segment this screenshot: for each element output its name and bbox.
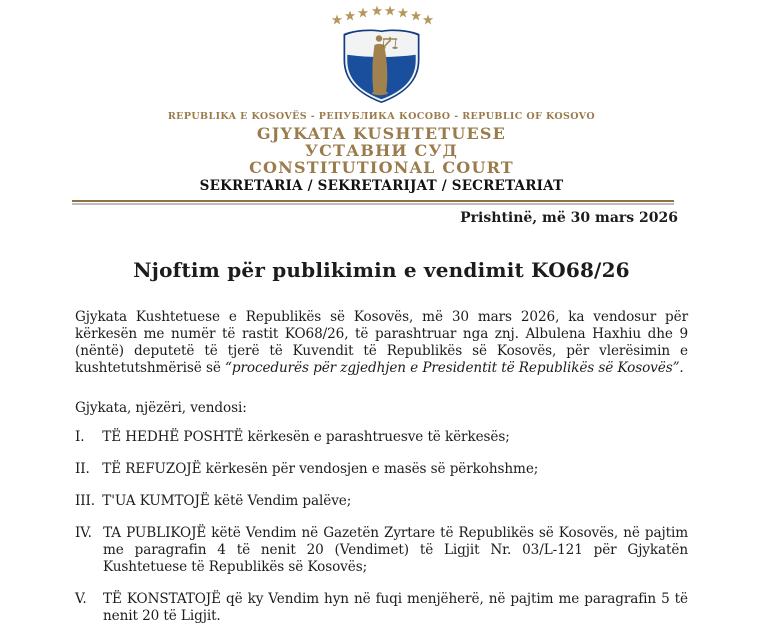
decision-lead: Gjykata, njëzëri, vendosi:: [75, 400, 247, 416]
intro-quoted-phrase: “procedurës për zgjedhjen e Presidentit të Republikës së Kosovës”.: [225, 360, 684, 376]
court-name-serbian: УСТАВНИ СУД: [304, 141, 459, 160]
star-icon: [357, 8, 367, 18]
figure-robe: [372, 44, 387, 92]
emblem-stars-arc: [331, 6, 432, 25]
court-header: [75, 4, 688, 194]
decision-item-4: [75, 525, 688, 576]
date-place-line: Prishtinë, më 30 mars 2026: [460, 210, 678, 226]
decision-item-1: [75, 429, 688, 446]
star-icon: [371, 6, 381, 16]
scales-pan-right: [392, 47, 398, 49]
figure-plinth: [372, 91, 388, 95]
item-text: TË KONSTATOJË që ky Vendim hyn në fuqi menjëherë, në pajtim me paragrafin 5 të nenit 20 të Ligjit.: [103, 591, 688, 624]
star-icon: [422, 15, 432, 25]
republic-line: REPUBLIKA E KOSOVËS - РЕПУБЛИКА КОСОВО - REPUBLIC OF KOSOVO: [167, 111, 596, 122]
star-icon: [331, 15, 341, 25]
decision-item-3: [75, 493, 688, 510]
star-icon: [384, 6, 394, 16]
figure-head: [375, 35, 381, 41]
decision-item-5: [75, 591, 688, 625]
star-icon: [410, 11, 420, 21]
item-text: TË REFUZOJË kërkesën për vendosjen e masës së përkohshme;: [102, 461, 539, 477]
court-name-english: CONSTITUTIONAL COURT: [249, 158, 514, 177]
court-emblem: [322, 4, 442, 104]
star-icon: [344, 11, 354, 21]
document-title: Njoftim për publikimin e vendimit KO68/26: [133, 258, 630, 282]
scales-pan-left: [380, 47, 386, 49]
decision-item-2: [75, 461, 688, 478]
item-numeral: IV.: [75, 525, 92, 541]
decision-list: [75, 429, 688, 625]
secretariat-line: SEKRETARIA / SEKRETARIJAT / SECRETARIAT: [199, 178, 564, 194]
coat-of-arms-svg: [322, 4, 442, 104]
item-numeral: I.: [75, 429, 85, 445]
star-icon: [397, 8, 407, 18]
intro-paragraph: [75, 309, 688, 377]
item-numeral: II.: [75, 461, 90, 477]
header-divider: [72, 200, 674, 205]
item-text: TA PUBLIKOJË këtë Vendim në Gazetën Zyrtare të Republikës së Kosovës, në pajtim me paragrafin 4 të nenit 20 (Vendimet) të Ligjit Nr. 03/L-121 për Gjykatën Kushtetuese të Republikës së Kosovës;: [103, 525, 689, 575]
item-numeral: V.: [75, 591, 87, 607]
divider-gray-line: [72, 203, 674, 205]
item-numeral: III.: [75, 493, 96, 509]
emblem-shield: [332, 24, 432, 104]
item-text: T'UA KUMTOJË këtë Vendim palëve;: [102, 493, 352, 509]
item-text: TË HEDHË POSHTË kërkesën e parashtruesve të kërkesës;: [102, 429, 510, 445]
intro-text: Gjykata Kushtetuese e Republikës së Kosovës, më 30 mars 2026, ka vendosur për kërkesën me numër të rastit KO68/26, të parashtruar nga znj. Albulena Haxhiu dhe 9 (nëntë) deputetë të tjerë të Kuvendit të Republikës së Kosovës, për vlerësimin e kushtetutshmërisë së: [75, 309, 688, 376]
court-name-albanian: GJYKATA KUSHTETUESE: [256, 124, 507, 143]
